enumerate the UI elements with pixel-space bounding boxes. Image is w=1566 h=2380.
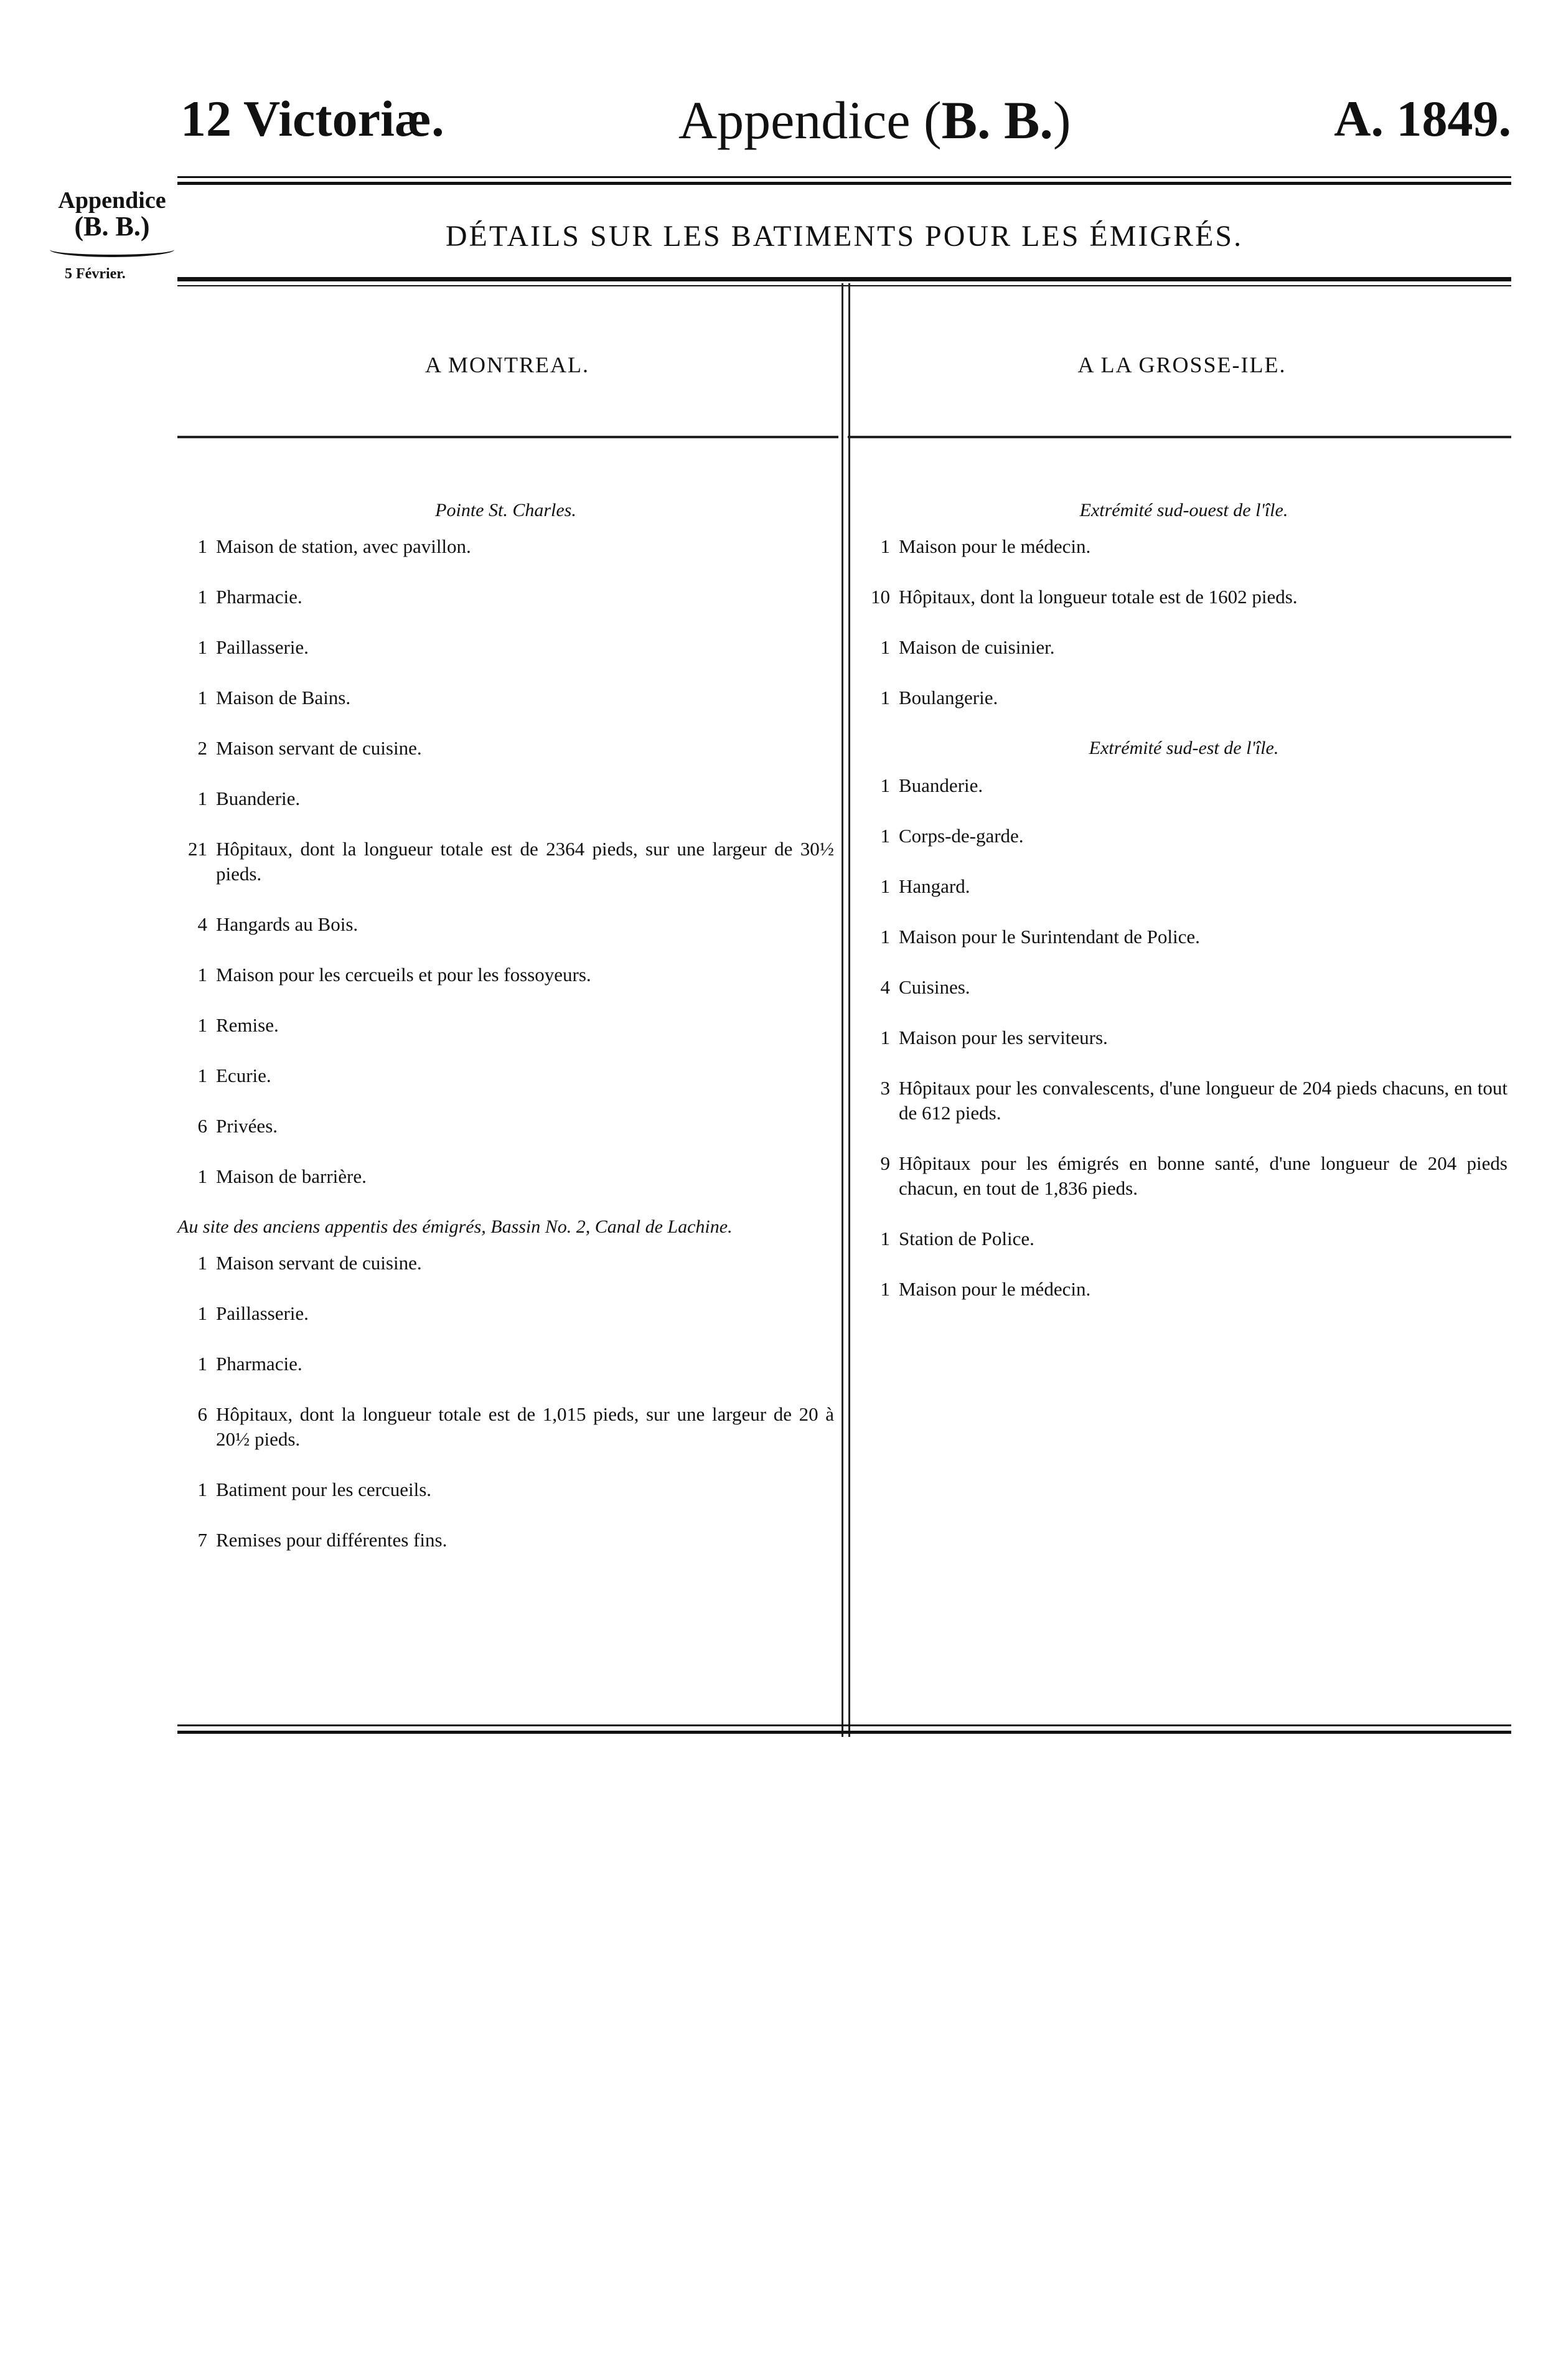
item-count: 1	[197, 964, 207, 985]
item-count: 1	[197, 1014, 207, 1036]
bottom-rule-thick	[177, 1731, 1511, 1734]
item-count: 1	[880, 535, 890, 557]
section-title: Au site des anciens appentis des émigrés, Bassin No. 2, Canal de Lachine.	[177, 1216, 733, 1237]
item-description: Paillasserie.	[216, 1302, 309, 1324]
item-count: 6	[197, 1403, 207, 1425]
list-item	[177, 1013, 834, 1038]
item-description: Maison de cuisinier.	[899, 636, 1055, 658]
grosse-ile-southwest-list	[860, 534, 1507, 710]
header-rule-thick	[177, 182, 1511, 185]
list-item	[860, 585, 1507, 609]
page-title: DÉTAILS SUR LES BATIMENTS POUR LES ÉMIGRÉS.	[445, 220, 1244, 253]
section-title: Extrémité sud-ouest de l'île.	[1079, 500, 1288, 520]
list-item	[860, 1025, 1507, 1050]
item-description: Buanderie.	[216, 788, 301, 809]
montreal-pointe-list	[177, 534, 834, 1189]
title-rule-thick	[177, 277, 1511, 281]
margin-code: (B. B.)	[74, 211, 150, 242]
item-count: 3	[880, 1077, 890, 1099]
running-header-left: 12 Victoriæ.	[181, 90, 444, 147]
item-description: Privées.	[216, 1115, 278, 1137]
list-item	[860, 1076, 1507, 1126]
grosse-ile-southeast-list	[860, 773, 1507, 1302]
list-item	[860, 874, 1507, 899]
running-header-center	[678, 90, 1071, 150]
list-item	[177, 1251, 834, 1276]
item-description: Maison de barrière.	[216, 1165, 367, 1187]
header-center-suffix: )	[1053, 90, 1071, 150]
item-count: 1	[197, 586, 207, 608]
item-count: 1	[880, 1278, 890, 1300]
item-count: 4	[880, 976, 890, 998]
item-description: Hôpitaux, dont la longueur totale est de 2364 pieds, sur une largeur de 30½ pieds.	[216, 838, 834, 885]
item-count: 1	[197, 1165, 207, 1187]
item-description: Hangards au Bois.	[216, 913, 359, 935]
item-count: 1	[880, 1228, 890, 1249]
item-count: 1	[197, 1065, 207, 1086]
section-title: Pointe St. Charles.	[435, 500, 576, 520]
list-item	[177, 736, 834, 761]
item-description: Maison servant de cuisine.	[216, 737, 422, 759]
margin-note	[44, 187, 181, 283]
list-item	[177, 962, 834, 987]
item-description: Cuisines.	[899, 976, 970, 998]
list-item	[177, 585, 834, 609]
item-description: Hôpitaux, dont la longueur totale est de 1,015 pieds, sur une largeur de 20 à 20½ pieds.	[216, 1403, 834, 1450]
list-item	[177, 1301, 834, 1326]
column-heading-rule-right	[848, 436, 1511, 438]
item-count: 21	[188, 838, 207, 860]
item-count: 10	[871, 586, 890, 608]
item-description: Hôpitaux, dont la longueur totale est de 1602 pieds.	[899, 586, 1298, 608]
column-heading-montreal: A MONTREAL.	[425, 352, 589, 377]
item-count: 1	[197, 636, 207, 658]
header-center-code: B. B.	[941, 90, 1053, 150]
list-item	[860, 635, 1507, 660]
list-item	[860, 1226, 1507, 1251]
item-description: Maison pour les serviteurs.	[899, 1027, 1108, 1048]
item-count: 1	[197, 1302, 207, 1324]
item-description: Maison de station, avec pavillon.	[216, 535, 471, 557]
item-count: 1	[197, 788, 207, 809]
item-description: Remises pour différentes fins.	[216, 1529, 448, 1551]
list-item	[860, 534, 1507, 559]
montreal-lachine-list	[177, 1251, 834, 1553]
running-header-right: A. 1849.	[1334, 90, 1511, 147]
item-description: Maison pour le médecin.	[899, 1278, 1091, 1300]
item-description: Buanderie.	[899, 774, 983, 796]
list-item	[860, 1151, 1507, 1201]
list-item	[177, 786, 834, 811]
item-description: Maison pour le Surintendant de Police.	[899, 926, 1200, 948]
item-description: Hôpitaux pour les émigrés en bonne santé, d'une longueur de 204 pieds chacun, en tout de 1,836 pieds.	[899, 1152, 1507, 1199]
item-count: 1	[197, 687, 207, 708]
item-description: Boulangerie.	[899, 687, 998, 708]
item-count: 2	[197, 737, 207, 759]
margin-appendice: Appendice	[58, 187, 166, 214]
item-count: 1	[197, 1353, 207, 1375]
item-description: Maison de Bains.	[216, 687, 351, 708]
list-item	[177, 837, 834, 887]
list-item	[860, 773, 1507, 798]
grosse-ile-column	[860, 498, 1507, 1327]
item-description: Maison pour le médecin.	[899, 535, 1091, 557]
column-divider	[842, 283, 850, 1737]
item-count: 1	[880, 875, 890, 897]
list-item	[860, 824, 1507, 849]
item-count: 1	[197, 535, 207, 557]
column-heading-rule-left	[177, 436, 838, 438]
item-count: 1	[880, 926, 890, 948]
item-description: Batiment pour les cercueils.	[216, 1479, 432, 1500]
list-item	[177, 1164, 834, 1189]
item-count: 1	[197, 1252, 207, 1274]
list-item	[177, 1477, 834, 1502]
item-description: Maison servant de cuisine.	[216, 1252, 422, 1274]
list-item	[860, 975, 1507, 1000]
item-description: Hôpitaux pour les convalescents, d'une longueur de 204 pieds chacuns, en tout de 612 pieds.	[899, 1077, 1507, 1124]
list-item	[860, 924, 1507, 949]
list-item	[177, 685, 834, 710]
list-item	[177, 1114, 834, 1139]
item-count: 1	[880, 687, 890, 708]
list-item	[177, 1528, 834, 1553]
list-item	[860, 1277, 1507, 1302]
item-count: 1	[880, 774, 890, 796]
column-heading-grosse-ile: A LA GROSSE-ILE.	[1077, 352, 1287, 377]
bottom-rule-thin	[177, 1724, 1511, 1726]
section-title: Extrémité sud-est de l'île.	[1089, 738, 1279, 758]
item-count: 9	[880, 1152, 890, 1174]
item-count: 1	[197, 1479, 207, 1500]
item-count: 1	[880, 825, 890, 847]
item-count: 6	[197, 1115, 207, 1137]
list-item	[177, 1402, 834, 1452]
list-item	[177, 1352, 834, 1376]
margin-date: 5 Février.	[65, 266, 126, 282]
item-count: 1	[880, 636, 890, 658]
item-description: Maison pour les cercueils et pour les fossoyeurs.	[216, 964, 591, 985]
item-description: Ecurie.	[216, 1065, 271, 1086]
list-item	[177, 635, 834, 660]
list-item	[177, 534, 834, 559]
list-item	[177, 1063, 834, 1088]
montreal-column	[177, 498, 834, 1578]
item-description: Pharmacie.	[216, 586, 302, 608]
item-description: Hangard.	[899, 875, 970, 897]
header-rule-thin	[177, 176, 1511, 178]
margin-brace	[50, 242, 174, 257]
item-description: Remise.	[216, 1014, 279, 1036]
item-description: Pharmacie.	[216, 1353, 302, 1375]
header-center-prefix: Appendice (	[678, 90, 942, 150]
item-description: Station de Police.	[899, 1228, 1034, 1249]
item-count: 7	[197, 1529, 207, 1551]
item-count: 4	[197, 913, 207, 935]
item-description: Corps-de-garde.	[899, 825, 1024, 847]
list-item	[860, 685, 1507, 710]
item-count: 1	[880, 1027, 890, 1048]
item-description: Paillasserie.	[216, 636, 309, 658]
list-item	[177, 912, 834, 937]
